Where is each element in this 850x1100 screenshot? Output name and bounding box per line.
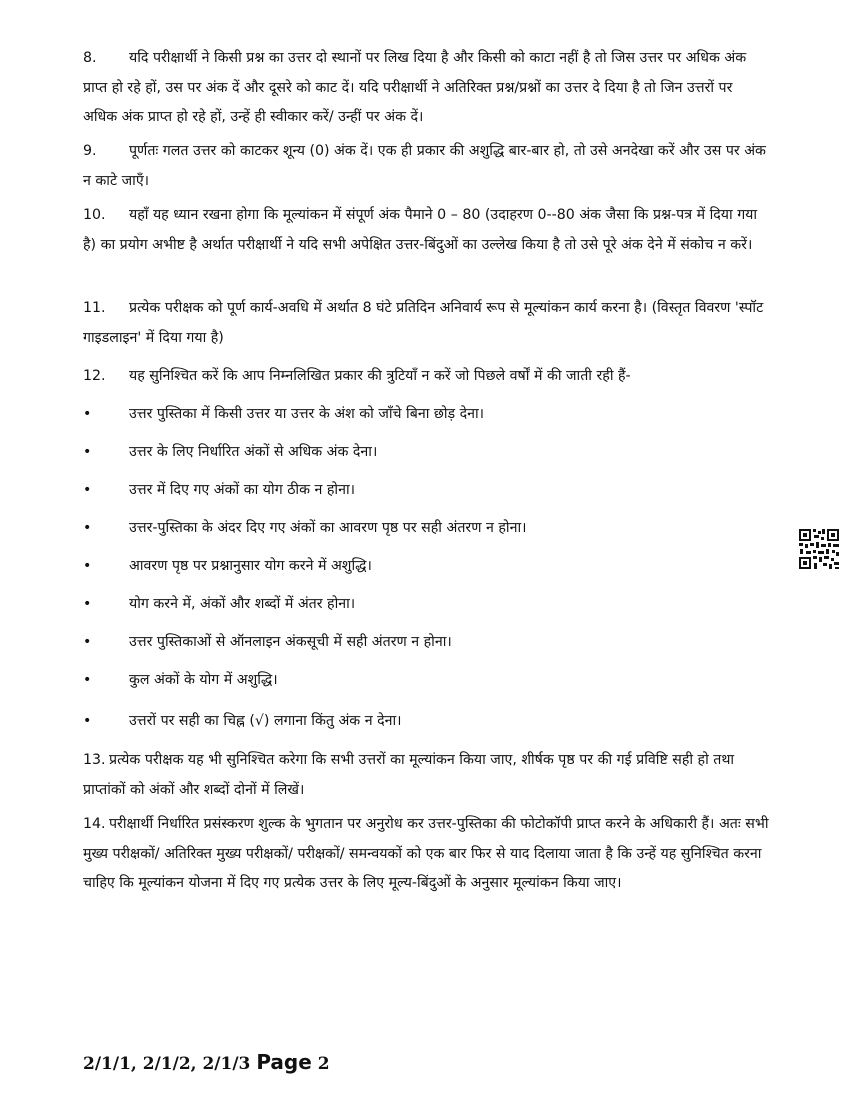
- error-list-item: [83, 404, 769, 424]
- instruction-12: [83, 362, 769, 392]
- instruction-text: परीक्षार्थी निर्धारित प्रसंस्करण शुल्क के भुगतान पर अनुरोध कर उत्तर-पुस्तिका की फोटोकॉपी प्राप्त करने के अधिकारी हैं। अतः सभी मुख्य परीक्षकों/ अतिरिक्त मुख्य परीक्षकों/ परीक्षकों/ समन्वयकों को एक बार फिर से याद दिलाया जाता है कि उन्हें यह सुनिश्चित करना चाहिए कि मूल्यांकन योजना में दिए गए प्रत्येक उत्तर के लिए मूल्य-बिंदुओं के अनुसार मूल्यांकन किया जाए।: [83, 816, 769, 891]
- error-text: उत्तर-पुस्तिका के अंदर दिए गए अंकों का आवरण पृष्ठ पर सही अंतरण न होना।: [129, 520, 527, 536]
- instruction-number: 9.: [83, 143, 97, 159]
- qr-code-icon: [798, 528, 840, 570]
- instruction-number: 13.: [83, 752, 106, 768]
- error-text: उत्तर के लिए निर्धारित अंकों से अधिक अंक देना।: [129, 444, 378, 460]
- error-text: कुल अंकों के योग में अशुद्धि।: [129, 672, 278, 688]
- bullet-icon: •: [83, 713, 92, 729]
- bullet-icon: •: [83, 672, 92, 688]
- bullet-icon: •: [83, 596, 92, 612]
- error-list-item: [83, 480, 769, 500]
- instruction-text: यदि परीक्षार्थी ने किसी प्रश्न का उत्तर दो स्थानों पर लिख दिया है और किसी को काटा नहीं है तो जिस उत्तर पर अधिक अंक प्राप्त हो रहे हों, उस पर अंक दें और दूसरे को काट दें। यदि परीक्षार्थी ने अतिरिक्त प्रश्न/प्रश्नों का उत्तर दे दिया है तो जिन उत्तरों पर अधिक अंक प्राप्त हो रहे हों, उन्हें ही स्वीकार करें/ उन्हीं पर अंक दें।: [83, 50, 747, 125]
- error-text: उत्तर पुस्तिकाओं से ऑनलाइन अंकसूची में सही अंतरण न होना।: [129, 634, 452, 650]
- instruction-number: 12.: [83, 368, 106, 384]
- error-list-item: [83, 670, 769, 690]
- error-list-item: [83, 518, 769, 538]
- instruction-11: [83, 294, 769, 353]
- instruction-number: 10.: [83, 207, 106, 223]
- instruction-number: 14.: [83, 816, 106, 832]
- instruction-10: [83, 201, 769, 260]
- instruction-text: पूर्णतः गलत उत्तर को काटकर शून्य (0) अंक दें। एक ही प्रकार की अशुद्धि बार-बार हो, तो उसे अनदेखा करें और उस पर अंक न काटे जाएँ।: [83, 143, 766, 189]
- page-number: 2: [317, 1054, 330, 1074]
- instruction-13: [83, 746, 769, 805]
- instruction-text: प्रत्येक परीक्षक को पूर्ण कार्य-अवधि में अर्थात 8 घंटे प्रतिदिन अनिवार्य रूप से मूल्यांकन कार्य करना है। (विस्तृत विवरण 'स्पॉट गाइडलाइन' में दिया गया है): [83, 300, 764, 346]
- error-text: योग करने में, अंकों और शब्दों में अंतर होना।: [129, 596, 356, 612]
- bullet-icon: •: [83, 444, 92, 460]
- instruction-8: [83, 44, 769, 133]
- error-text: आवरण पृष्ठ पर प्रश्नानुसार योग करने में अशुद्धि।: [129, 558, 372, 574]
- bullet-icon: •: [83, 482, 92, 498]
- bullet-icon: •: [83, 520, 92, 536]
- error-list-item: [83, 556, 769, 576]
- instruction-text: यहाँ यह ध्यान रखना होगा कि मूल्यांकन में संपूर्ण अंक पैमाने 0 – 80 (उदाहरण 0--80 अंक जैसा कि प्रश्न-पत्र में दिया गया है) का प्रयोग अभीष्ट है अर्थात परीक्षार्थी ने यदि सभी अपेक्षित उत्तर-बिंदुओं का उल्लेख किया है तो उसे पूरे अंक देने में संकोच न करें।: [83, 207, 758, 253]
- bullet-icon: •: [83, 558, 92, 574]
- error-list-item: [83, 442, 769, 462]
- instruction-text: यह सुनिश्चित करें कि आप निम्नलिखित प्रकार की त्रुटियाँ न करें जो पिछले वर्षों में की जाती रही हैं-: [129, 368, 631, 384]
- page-footer: [83, 1050, 330, 1074]
- instruction-9: [83, 137, 769, 196]
- page-label: Page: [256, 1050, 312, 1074]
- instruction-number: 8.: [83, 50, 97, 66]
- bullet-icon: •: [83, 406, 92, 422]
- error-list-item: [83, 594, 769, 614]
- instruction-text: प्रत्येक परीक्षक यह भी सुनिश्चित करेगा कि सभी उत्तरों का मूल्यांकन किया जाए, शीर्षक पृष्ठ पर की गई प्रविष्टि सही हो तथा प्राप्तांकों को अंकों और शब्दों दोनों में लिखें।: [83, 752, 735, 798]
- instruction-14: [83, 810, 769, 899]
- error-list-item: [83, 632, 769, 652]
- bullet-icon: •: [83, 634, 92, 650]
- instruction-number: 11.: [83, 300, 106, 316]
- paper-codes: 2/1/1, 2/1/2, 2/1/3: [83, 1054, 251, 1074]
- error-text: उत्तरों पर सही का चिह्न (√) लगाना किंतु अंक न देना।: [129, 713, 402, 729]
- error-text: उत्तर में दिए गए अंकों का योग ठीक न होना।: [129, 482, 356, 498]
- error-list-item: [83, 711, 769, 731]
- error-text: उत्तर पुस्तिका में किसी उत्तर या उत्तर के अंश को जाँचे बिना छोड़ देना।: [129, 406, 485, 422]
